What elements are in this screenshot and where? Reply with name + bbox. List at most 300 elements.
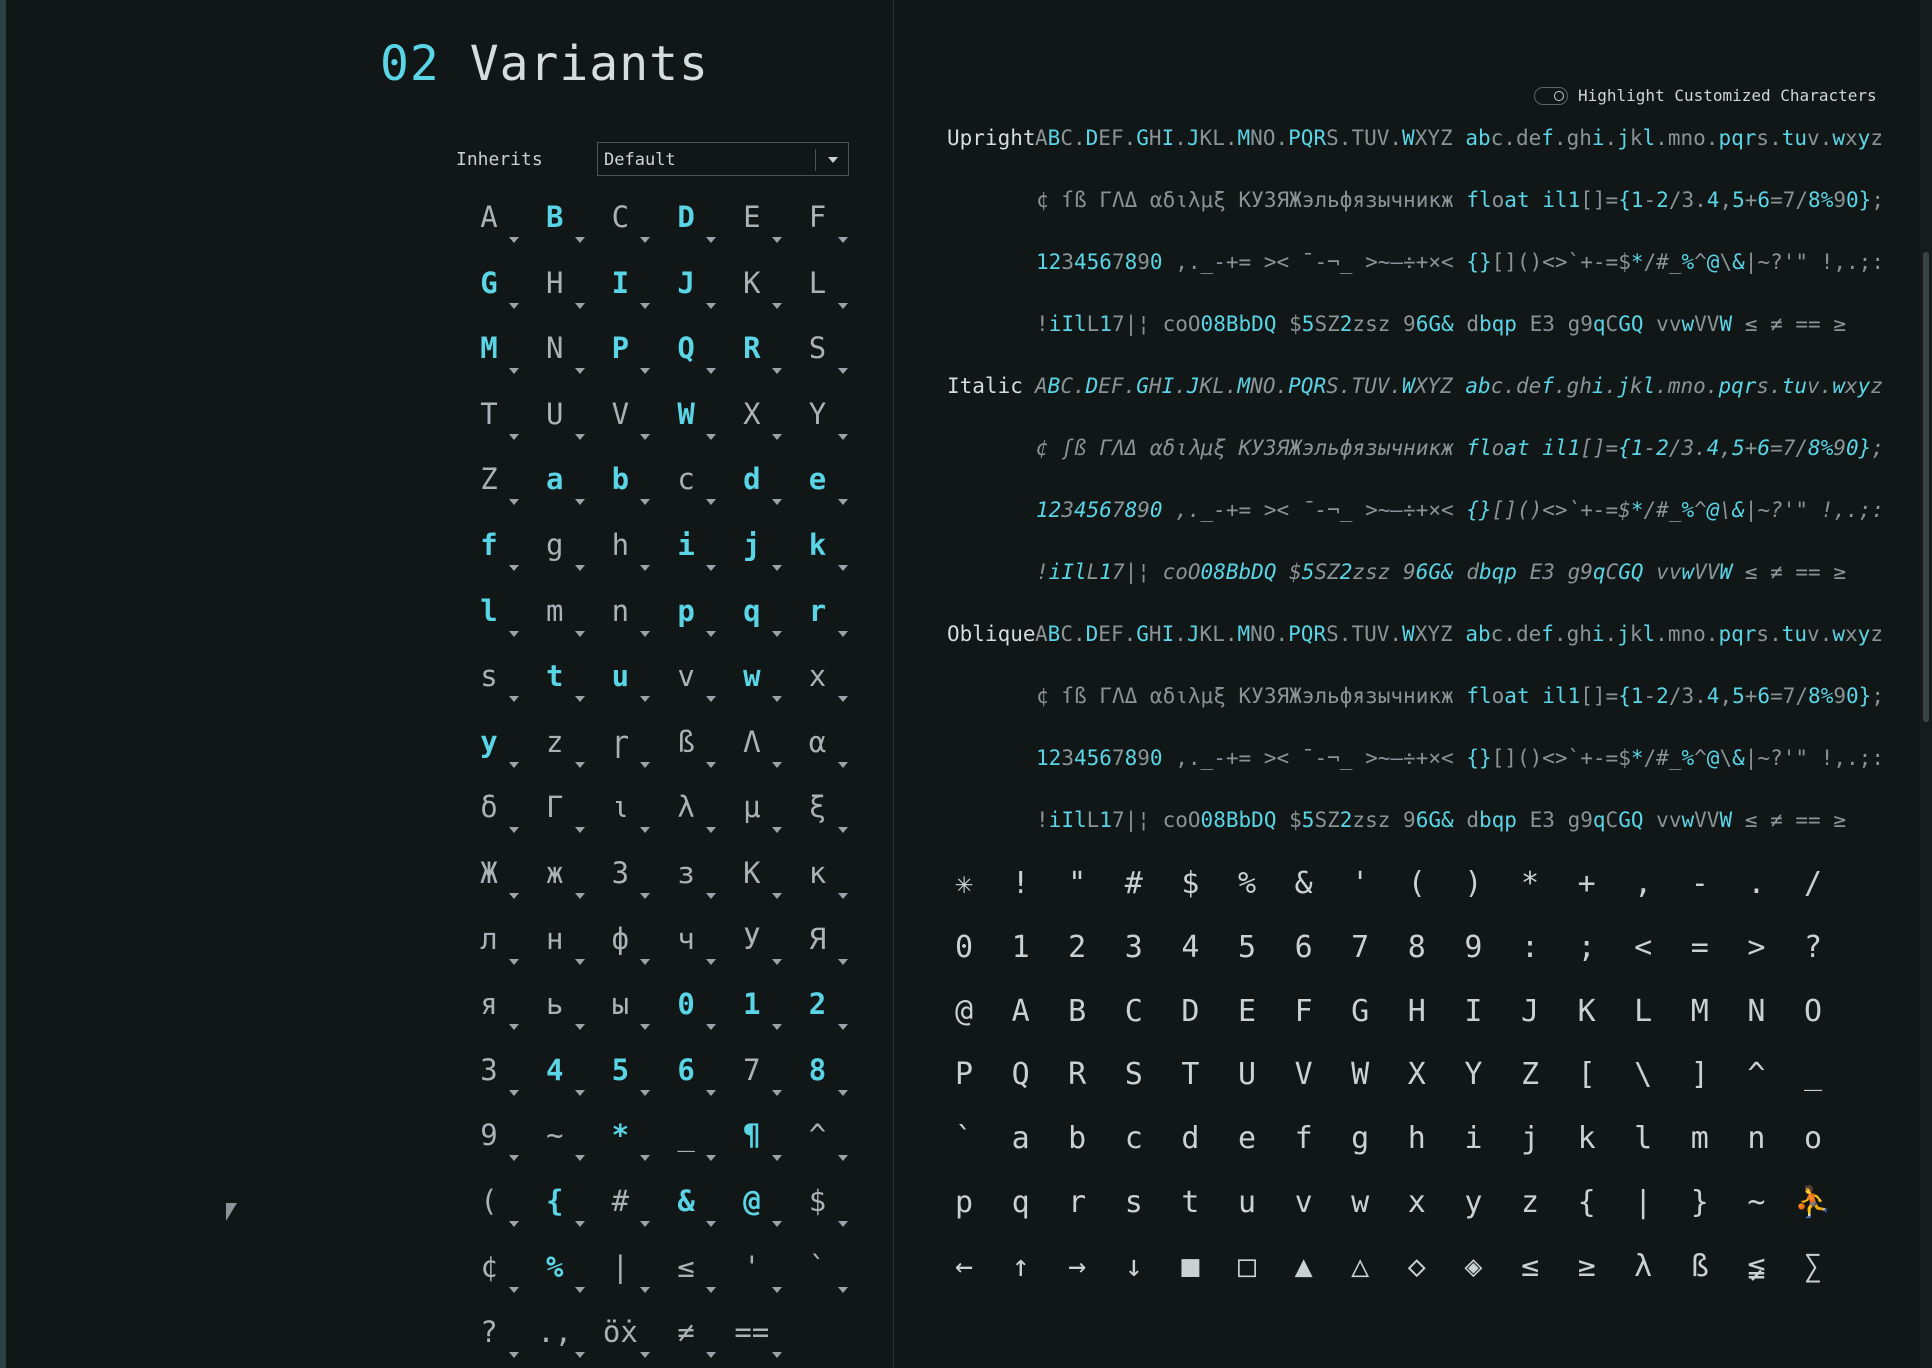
glyph-variant-cell[interactable] bbox=[719, 250, 785, 316]
variant-dropdown-icon[interactable] bbox=[575, 959, 585, 965]
variant-dropdown-icon[interactable] bbox=[706, 237, 716, 243]
glyph-variant-cell[interactable] bbox=[719, 774, 785, 840]
charmap-cell[interactable]: Y bbox=[1464, 1057, 1483, 1093]
glyph-variant-cell[interactable] bbox=[456, 1037, 522, 1103]
charmap-cell[interactable]: Q bbox=[1011, 1057, 1030, 1093]
charmap-cell[interactable]: - bbox=[1690, 866, 1709, 901]
variant-dropdown-icon[interactable] bbox=[706, 1221, 716, 1227]
charmap-cell[interactable]: a bbox=[1011, 1121, 1030, 1157]
charmap-cell[interactable]: y bbox=[1464, 1185, 1483, 1220]
variant-dropdown-icon[interactable] bbox=[706, 893, 716, 899]
glyph-variant-cell[interactable] bbox=[456, 250, 522, 316]
glyph-variant-cell[interactable] bbox=[719, 381, 785, 447]
glyph-variant-cell[interactable] bbox=[653, 709, 719, 775]
variant-dropdown-icon[interactable] bbox=[772, 762, 782, 768]
variant-dropdown-icon[interactable] bbox=[640, 565, 650, 571]
glyph-variant-cell[interactable] bbox=[522, 184, 588, 250]
charmap-cell[interactable]: Z bbox=[1520, 1057, 1540, 1093]
charmap-cell[interactable]: r bbox=[1068, 1185, 1087, 1220]
charmap-cell[interactable]: " bbox=[1068, 866, 1087, 901]
variant-dropdown-icon[interactable] bbox=[575, 1221, 585, 1227]
variant-dropdown-icon[interactable] bbox=[509, 762, 519, 768]
glyph-variant-cell[interactable] bbox=[456, 446, 522, 512]
variant-dropdown-icon[interactable] bbox=[509, 1352, 519, 1358]
variant-dropdown-icon[interactable] bbox=[575, 893, 585, 899]
charmap-cell[interactable]: A bbox=[1011, 993, 1030, 1029]
glyph-variant-cell[interactable] bbox=[653, 906, 719, 972]
glyph-variant-cell[interactable] bbox=[719, 184, 785, 250]
variant-dropdown-icon[interactable] bbox=[575, 565, 585, 571]
variant-dropdown-icon[interactable] bbox=[640, 893, 650, 899]
glyph-variant-cell[interactable] bbox=[456, 1102, 522, 1168]
glyph-variant-cell[interactable] bbox=[522, 709, 588, 775]
glyph-variant-cell[interactable] bbox=[456, 1168, 522, 1234]
glyph-variant-cell[interactable] bbox=[456, 184, 522, 250]
charmap-cell[interactable]: + bbox=[1577, 866, 1596, 901]
glyph-variant-cell[interactable] bbox=[522, 774, 588, 840]
variant-dropdown-icon[interactable] bbox=[640, 237, 650, 243]
charmap-cell[interactable]: ↓ bbox=[1124, 1248, 1143, 1284]
charmap-cell[interactable]: e bbox=[1237, 1121, 1257, 1157]
charmap-cell[interactable]: X bbox=[1407, 1057, 1426, 1093]
glyph-variant-cell[interactable] bbox=[719, 643, 785, 709]
glyph-variant-cell[interactable] bbox=[587, 1299, 653, 1365]
charmap-cell[interactable]: R bbox=[1068, 1057, 1087, 1093]
charmap-cell[interactable]: b bbox=[1068, 1121, 1087, 1157]
charmap-cell[interactable]: t bbox=[1181, 1185, 1200, 1220]
variant-dropdown-icon[interactable] bbox=[575, 696, 585, 702]
charmap-cell[interactable]: * bbox=[1520, 866, 1540, 901]
charmap-cell[interactable]: g bbox=[1351, 1121, 1370, 1157]
charmap-cell[interactable]: J bbox=[1520, 993, 1540, 1029]
variant-dropdown-icon[interactable] bbox=[509, 1221, 519, 1227]
variant-dropdown-icon[interactable] bbox=[838, 959, 848, 965]
variant-dropdown-icon[interactable] bbox=[575, 631, 585, 637]
variant-dropdown-icon[interactable] bbox=[509, 434, 519, 440]
glyph-variant-cell[interactable] bbox=[785, 906, 851, 972]
variant-dropdown-icon[interactable] bbox=[575, 1352, 585, 1358]
glyph-variant-cell[interactable] bbox=[587, 512, 653, 578]
charmap-cell[interactable]: ≨ bbox=[1747, 1248, 1766, 1284]
variant-dropdown-icon[interactable] bbox=[772, 499, 782, 505]
glyph-variant-cell[interactable] bbox=[719, 446, 785, 512]
charmap-cell[interactable]: x bbox=[1407, 1185, 1426, 1220]
variant-dropdown-icon[interactable] bbox=[575, 237, 585, 243]
glyph-variant-cell[interactable] bbox=[456, 1299, 522, 1365]
charmap-cell[interactable]: j bbox=[1520, 1121, 1540, 1157]
glyph-variant-cell[interactable] bbox=[587, 1102, 653, 1168]
variant-dropdown-icon[interactable] bbox=[640, 631, 650, 637]
glyph-variant-cell[interactable] bbox=[785, 1037, 851, 1103]
variant-dropdown-icon[interactable] bbox=[640, 1352, 650, 1358]
variant-dropdown-icon[interactable] bbox=[706, 631, 716, 637]
variant-dropdown-icon[interactable] bbox=[575, 303, 585, 309]
variant-dropdown-icon[interactable] bbox=[640, 1155, 650, 1161]
variant-dropdown-icon[interactable] bbox=[575, 762, 585, 768]
charmap-cell[interactable]: h bbox=[1407, 1121, 1426, 1157]
charmap-cell[interactable]: \ bbox=[1634, 1057, 1653, 1093]
variant-dropdown-icon[interactable] bbox=[706, 827, 716, 833]
variant-dropdown-icon[interactable] bbox=[838, 631, 848, 637]
charmap-cell[interactable]: 3 bbox=[1124, 929, 1143, 965]
glyph-variant-cell[interactable] bbox=[653, 250, 719, 316]
variant-dropdown-icon[interactable] bbox=[640, 1090, 650, 1096]
variant-dropdown-icon[interactable] bbox=[509, 893, 519, 899]
glyph-variant-cell[interactable] bbox=[522, 1234, 588, 1300]
charmap-cell[interactable]: ( bbox=[1407, 866, 1426, 901]
glyph-variant-cell[interactable] bbox=[587, 774, 653, 840]
chevron-down-icon[interactable] bbox=[828, 157, 838, 163]
charmap-cell[interactable]: ) bbox=[1464, 866, 1483, 901]
charmap-cell[interactable]: q bbox=[1011, 1185, 1030, 1220]
variant-dropdown-icon[interactable] bbox=[772, 237, 782, 243]
glyph-variant-cell[interactable] bbox=[587, 446, 653, 512]
variant-dropdown-icon[interactable] bbox=[706, 1287, 716, 1293]
variant-dropdown-icon[interactable] bbox=[706, 1090, 716, 1096]
charmap-cell[interactable]: l bbox=[1634, 1121, 1653, 1157]
glyph-variant-cell[interactable] bbox=[587, 971, 653, 1037]
glyph-variant-cell[interactable] bbox=[785, 971, 851, 1037]
variant-dropdown-icon[interactable] bbox=[640, 1221, 650, 1227]
glyph-variant-cell[interactable] bbox=[785, 774, 851, 840]
glyph-variant-cell[interactable] bbox=[719, 709, 785, 775]
glyph-variant-cell[interactable] bbox=[785, 446, 851, 512]
glyph-variant-cell[interactable] bbox=[587, 250, 653, 316]
charmap-cell[interactable]: 6 bbox=[1294, 929, 1313, 965]
glyph-variant-cell[interactable] bbox=[719, 1102, 785, 1168]
glyph-variant-cell[interactable] bbox=[456, 512, 522, 578]
glyph-variant-cell[interactable] bbox=[587, 578, 653, 644]
glyph-variant-cell[interactable] bbox=[587, 906, 653, 972]
variant-dropdown-icon[interactable] bbox=[838, 893, 848, 899]
charmap-cell[interactable]: □ bbox=[1237, 1248, 1257, 1284]
glyph-variant-cell[interactable] bbox=[522, 446, 588, 512]
charmap-cell[interactable]: % bbox=[1237, 866, 1257, 901]
glyph-variant-cell[interactable] bbox=[653, 840, 719, 906]
charmap-cell[interactable]: O bbox=[1803, 993, 1823, 1029]
variant-dropdown-icon[interactable] bbox=[509, 959, 519, 965]
glyph-variant-cell[interactable] bbox=[522, 512, 588, 578]
highlight-toggle[interactable] bbox=[1534, 87, 1568, 105]
charmap-cell[interactable]: w bbox=[1351, 1185, 1370, 1220]
scrollbar[interactable] bbox=[1920, 0, 1932, 1368]
variant-dropdown-icon[interactable] bbox=[838, 565, 848, 571]
glyph-variant-cell[interactable] bbox=[522, 840, 588, 906]
charmap-cell[interactable]: i bbox=[1464, 1121, 1483, 1157]
charmap-cell[interactable]: ⛹ bbox=[1794, 1185, 1832, 1220]
glyph-variant-cell[interactable] bbox=[456, 578, 522, 644]
charmap-cell[interactable]: ` bbox=[954, 1121, 974, 1157]
glyph-variant-cell[interactable] bbox=[653, 1168, 719, 1234]
variant-dropdown-icon[interactable] bbox=[706, 434, 716, 440]
glyph-variant-cell[interactable] bbox=[653, 1102, 719, 1168]
variant-dropdown-icon[interactable] bbox=[772, 1024, 782, 1030]
variant-dropdown-icon[interactable] bbox=[838, 1155, 848, 1161]
variant-dropdown-icon[interactable] bbox=[640, 1024, 650, 1030]
charmap-cell[interactable]: _ bbox=[1803, 1057, 1823, 1093]
variant-dropdown-icon[interactable] bbox=[772, 893, 782, 899]
charmap-cell[interactable]: ∑ bbox=[1803, 1248, 1823, 1284]
variant-dropdown-icon[interactable] bbox=[509, 1024, 519, 1030]
charmap-cell[interactable]: 9 bbox=[1464, 929, 1483, 965]
charmap-cell[interactable]: # bbox=[1124, 866, 1143, 901]
charmap-cell[interactable]: ? bbox=[1803, 929, 1823, 965]
glyph-variant-cell[interactable] bbox=[719, 1234, 785, 1300]
variant-dropdown-icon[interactable] bbox=[838, 762, 848, 768]
charmap-cell[interactable]: C bbox=[1124, 993, 1143, 1029]
glyph-variant-cell[interactable] bbox=[456, 643, 522, 709]
variant-dropdown-icon[interactable] bbox=[509, 631, 519, 637]
charmap-cell[interactable]: ! bbox=[1011, 866, 1030, 901]
glyph-variant-cell[interactable] bbox=[719, 906, 785, 972]
glyph-variant-cell[interactable] bbox=[456, 381, 522, 447]
variant-dropdown-icon[interactable] bbox=[838, 368, 848, 374]
glyph-variant-cell[interactable] bbox=[785, 381, 851, 447]
variant-dropdown-icon[interactable] bbox=[706, 368, 716, 374]
charmap-cell[interactable]: < bbox=[1634, 929, 1653, 965]
glyph-variant-cell[interactable] bbox=[587, 840, 653, 906]
charmap-cell[interactable]: $ bbox=[1181, 866, 1200, 901]
charmap-cell[interactable]: T bbox=[1181, 1057, 1200, 1093]
charmap-cell[interactable]: s bbox=[1124, 1185, 1143, 1220]
charmap-cell[interactable]: u bbox=[1237, 1185, 1257, 1220]
glyph-variant-cell[interactable] bbox=[719, 578, 785, 644]
glyph-variant-cell[interactable] bbox=[719, 1299, 785, 1365]
glyph-variant-cell[interactable] bbox=[522, 315, 588, 381]
glyph-variant-cell[interactable] bbox=[587, 709, 653, 775]
glyph-variant-cell[interactable] bbox=[785, 709, 851, 775]
variant-dropdown-icon[interactable] bbox=[706, 1352, 716, 1358]
variant-dropdown-icon[interactable] bbox=[772, 434, 782, 440]
highlight-toggle-row[interactable] bbox=[1534, 86, 1877, 105]
charmap-cell[interactable]: = bbox=[1690, 929, 1709, 965]
variant-dropdown-icon[interactable] bbox=[509, 696, 519, 702]
charmap-cell[interactable]: ] bbox=[1690, 1057, 1709, 1093]
variant-dropdown-icon[interactable] bbox=[640, 368, 650, 374]
variant-dropdown-icon[interactable] bbox=[838, 1024, 848, 1030]
glyph-variant-cell[interactable] bbox=[456, 315, 522, 381]
charmap-cell[interactable]: ß bbox=[1690, 1248, 1709, 1284]
glyph-variant-cell[interactable] bbox=[653, 578, 719, 644]
glyph-variant-cell[interactable] bbox=[456, 774, 522, 840]
charmap-cell[interactable]: K bbox=[1577, 993, 1596, 1029]
glyph-variant-cell[interactable] bbox=[653, 1234, 719, 1300]
charmap-cell[interactable]: 2 bbox=[1068, 929, 1087, 965]
glyph-variant-cell[interactable] bbox=[785, 840, 851, 906]
charmap-cell[interactable]: [ bbox=[1577, 1057, 1596, 1093]
glyph-variant-cell[interactable] bbox=[785, 1234, 851, 1300]
variant-dropdown-icon[interactable] bbox=[838, 1090, 848, 1096]
charmap-cell[interactable]: ▲ bbox=[1294, 1248, 1313, 1284]
glyph-variant-cell[interactable] bbox=[587, 1037, 653, 1103]
variant-dropdown-icon[interactable] bbox=[772, 696, 782, 702]
charmap-cell[interactable]: N bbox=[1747, 993, 1766, 1029]
variant-dropdown-icon[interactable] bbox=[706, 696, 716, 702]
variant-dropdown-icon[interactable] bbox=[575, 1287, 585, 1293]
glyph-variant-cell[interactable] bbox=[785, 512, 851, 578]
charmap-cell[interactable]: ; bbox=[1577, 929, 1596, 965]
variant-dropdown-icon[interactable] bbox=[772, 368, 782, 374]
variant-dropdown-icon[interactable] bbox=[772, 631, 782, 637]
charmap-cell[interactable]: U bbox=[1237, 1057, 1257, 1093]
charmap-cell[interactable]: L bbox=[1634, 993, 1653, 1029]
variant-dropdown-icon[interactable] bbox=[838, 303, 848, 309]
glyph-variant-cell[interactable] bbox=[587, 643, 653, 709]
variant-dropdown-icon[interactable] bbox=[509, 499, 519, 505]
charmap-cell[interactable]: λ bbox=[1634, 1248, 1653, 1284]
glyph-variant-cell[interactable] bbox=[653, 381, 719, 447]
charmap-cell[interactable]: 5 bbox=[1237, 929, 1257, 965]
charmap-cell[interactable]: / bbox=[1803, 866, 1823, 901]
glyph-variant-cell[interactable] bbox=[522, 1168, 588, 1234]
glyph-variant-cell[interactable] bbox=[587, 381, 653, 447]
charmap-cell[interactable]: f bbox=[1294, 1121, 1313, 1157]
charmap-cell[interactable]: > bbox=[1747, 929, 1766, 965]
glyph-variant-cell[interactable] bbox=[653, 446, 719, 512]
glyph-variant-cell[interactable] bbox=[785, 1102, 851, 1168]
charmap-cell[interactable]: ≥ bbox=[1577, 1248, 1596, 1284]
variant-dropdown-icon[interactable] bbox=[640, 959, 650, 965]
glyph-variant-cell[interactable] bbox=[456, 971, 522, 1037]
charmap-cell[interactable]: ◇ bbox=[1407, 1248, 1426, 1284]
charmap-cell[interactable]: c bbox=[1124, 1121, 1143, 1157]
scrollbar-thumb[interactable] bbox=[1923, 252, 1929, 722]
charmap-cell[interactable]: B bbox=[1068, 993, 1087, 1029]
glyph-variant-cell[interactable] bbox=[456, 1234, 522, 1300]
glyph-variant-cell[interactable] bbox=[587, 1168, 653, 1234]
charmap-cell[interactable]: ◈ bbox=[1464, 1248, 1483, 1284]
variant-dropdown-icon[interactable] bbox=[640, 303, 650, 309]
glyph-variant-cell[interactable] bbox=[653, 315, 719, 381]
variant-dropdown-icon[interactable] bbox=[772, 565, 782, 571]
charmap-cell[interactable]: n bbox=[1747, 1121, 1766, 1157]
variant-dropdown-icon[interactable] bbox=[640, 827, 650, 833]
glyph-variant-cell[interactable] bbox=[456, 906, 522, 972]
charmap-cell[interactable]: ↑ bbox=[1011, 1248, 1030, 1284]
variant-dropdown-icon[interactable] bbox=[575, 1024, 585, 1030]
charmap-cell[interactable]: E bbox=[1237, 993, 1257, 1029]
variant-dropdown-icon[interactable] bbox=[640, 762, 650, 768]
glyph-variant-cell[interactable] bbox=[522, 1102, 588, 1168]
glyph-variant-cell[interactable] bbox=[785, 1168, 851, 1234]
charmap-cell[interactable]: ← bbox=[954, 1248, 974, 1284]
variant-dropdown-icon[interactable] bbox=[772, 303, 782, 309]
charmap-cell[interactable]: 4 bbox=[1181, 929, 1200, 965]
charmap-cell[interactable]: { bbox=[1577, 1185, 1596, 1220]
glyph-variant-cell[interactable] bbox=[653, 184, 719, 250]
variant-dropdown-icon[interactable] bbox=[706, 762, 716, 768]
variant-dropdown-icon[interactable] bbox=[575, 1155, 585, 1161]
glyph-variant-cell[interactable] bbox=[653, 1037, 719, 1103]
variant-dropdown-icon[interactable] bbox=[640, 499, 650, 505]
variant-dropdown-icon[interactable] bbox=[838, 696, 848, 702]
charmap-cell[interactable]: & bbox=[1294, 866, 1313, 901]
charmap-cell[interactable]: p bbox=[954, 1185, 974, 1220]
charmap-cell[interactable]: V bbox=[1294, 1057, 1313, 1093]
variant-dropdown-icon[interactable] bbox=[772, 1155, 782, 1161]
charmap-cell[interactable]: @ bbox=[954, 993, 974, 1029]
glyph-variant-cell[interactable] bbox=[785, 250, 851, 316]
charmap-cell[interactable]: ≤ bbox=[1520, 1248, 1540, 1284]
variant-dropdown-icon[interactable] bbox=[838, 434, 848, 440]
glyph-variant-cell[interactable] bbox=[785, 643, 851, 709]
variant-dropdown-icon[interactable] bbox=[706, 959, 716, 965]
glyph-variant-cell[interactable] bbox=[719, 1168, 785, 1234]
variant-dropdown-icon[interactable] bbox=[509, 368, 519, 374]
glyph-variant-cell[interactable] bbox=[719, 512, 785, 578]
variant-dropdown-icon[interactable] bbox=[706, 565, 716, 571]
glyph-variant-cell[interactable] bbox=[653, 512, 719, 578]
glyph-variant-cell[interactable] bbox=[522, 643, 588, 709]
glyph-variant-cell[interactable] bbox=[522, 381, 588, 447]
charmap-cell[interactable]: I bbox=[1464, 993, 1483, 1029]
charmap-cell[interactable]: , bbox=[1634, 866, 1653, 901]
charmap-cell[interactable]: M bbox=[1690, 993, 1709, 1029]
variant-dropdown-icon[interactable] bbox=[575, 1090, 585, 1096]
charmap-cell[interactable]: ' bbox=[1351, 866, 1370, 901]
variant-dropdown-icon[interactable] bbox=[772, 1221, 782, 1227]
variant-dropdown-icon[interactable] bbox=[838, 827, 848, 833]
glyph-variant-cell[interactable] bbox=[456, 709, 522, 775]
charmap-cell[interactable]: : bbox=[1520, 929, 1540, 965]
variant-dropdown-icon[interactable] bbox=[640, 1287, 650, 1293]
variant-dropdown-icon[interactable] bbox=[509, 565, 519, 571]
glyph-variant-cell[interactable] bbox=[653, 1299, 719, 1365]
charmap-cell[interactable]: } bbox=[1690, 1185, 1709, 1220]
charmap-cell[interactable]: 0 bbox=[954, 929, 974, 965]
charmap-cell[interactable]: k bbox=[1577, 1121, 1596, 1157]
glyph-variant-cell[interactable] bbox=[785, 578, 851, 644]
inherits-select[interactable] bbox=[597, 142, 849, 176]
charmap-cell[interactable]: | bbox=[1634, 1185, 1653, 1220]
charmap-cell[interactable]: ~ bbox=[1747, 1185, 1766, 1220]
glyph-variant-cell[interactable] bbox=[719, 315, 785, 381]
variant-dropdown-icon[interactable] bbox=[706, 499, 716, 505]
charmap-cell[interactable]: → bbox=[1068, 1248, 1087, 1284]
charmap-cell[interactable]: 7 bbox=[1351, 929, 1370, 965]
charmap-cell[interactable]: . bbox=[1747, 866, 1766, 901]
variant-dropdown-icon[interactable] bbox=[772, 827, 782, 833]
variant-dropdown-icon[interactable] bbox=[838, 237, 848, 243]
variant-dropdown-icon[interactable] bbox=[640, 434, 650, 440]
glyph-variant-cell[interactable] bbox=[653, 643, 719, 709]
variant-dropdown-icon[interactable] bbox=[772, 1287, 782, 1293]
variant-dropdown-icon[interactable] bbox=[706, 1024, 716, 1030]
charmap-cell[interactable]: F bbox=[1294, 993, 1313, 1029]
charmap-cell[interactable]: o bbox=[1803, 1121, 1823, 1157]
charmap-cell[interactable]: G bbox=[1351, 993, 1370, 1029]
glyph-variant-cell[interactable] bbox=[522, 1037, 588, 1103]
glyph-variant-cell[interactable] bbox=[785, 315, 851, 381]
variant-dropdown-icon[interactable] bbox=[509, 1155, 519, 1161]
charmap-cell[interactable]: v bbox=[1294, 1185, 1313, 1220]
variant-dropdown-icon[interactable] bbox=[838, 1287, 848, 1293]
variant-dropdown-icon[interactable] bbox=[575, 499, 585, 505]
variant-dropdown-icon[interactable] bbox=[509, 303, 519, 309]
charmap-cell[interactable]: ■ bbox=[1181, 1248, 1200, 1284]
glyph-variant-cell[interactable] bbox=[522, 971, 588, 1037]
variant-dropdown-icon[interactable] bbox=[706, 303, 716, 309]
charmap-cell[interactable]: ^ bbox=[1747, 1057, 1766, 1093]
glyph-variant-cell[interactable] bbox=[719, 971, 785, 1037]
variant-dropdown-icon[interactable] bbox=[772, 959, 782, 965]
glyph-variant-cell[interactable] bbox=[522, 906, 588, 972]
charmap-cell[interactable]: D bbox=[1181, 993, 1200, 1029]
charmap-cell[interactable]: 1 bbox=[1011, 929, 1030, 965]
glyph-variant-cell[interactable] bbox=[653, 774, 719, 840]
charmap-cell[interactable]: ✳ bbox=[954, 866, 974, 901]
glyph-variant-cell[interactable] bbox=[587, 1234, 653, 1300]
